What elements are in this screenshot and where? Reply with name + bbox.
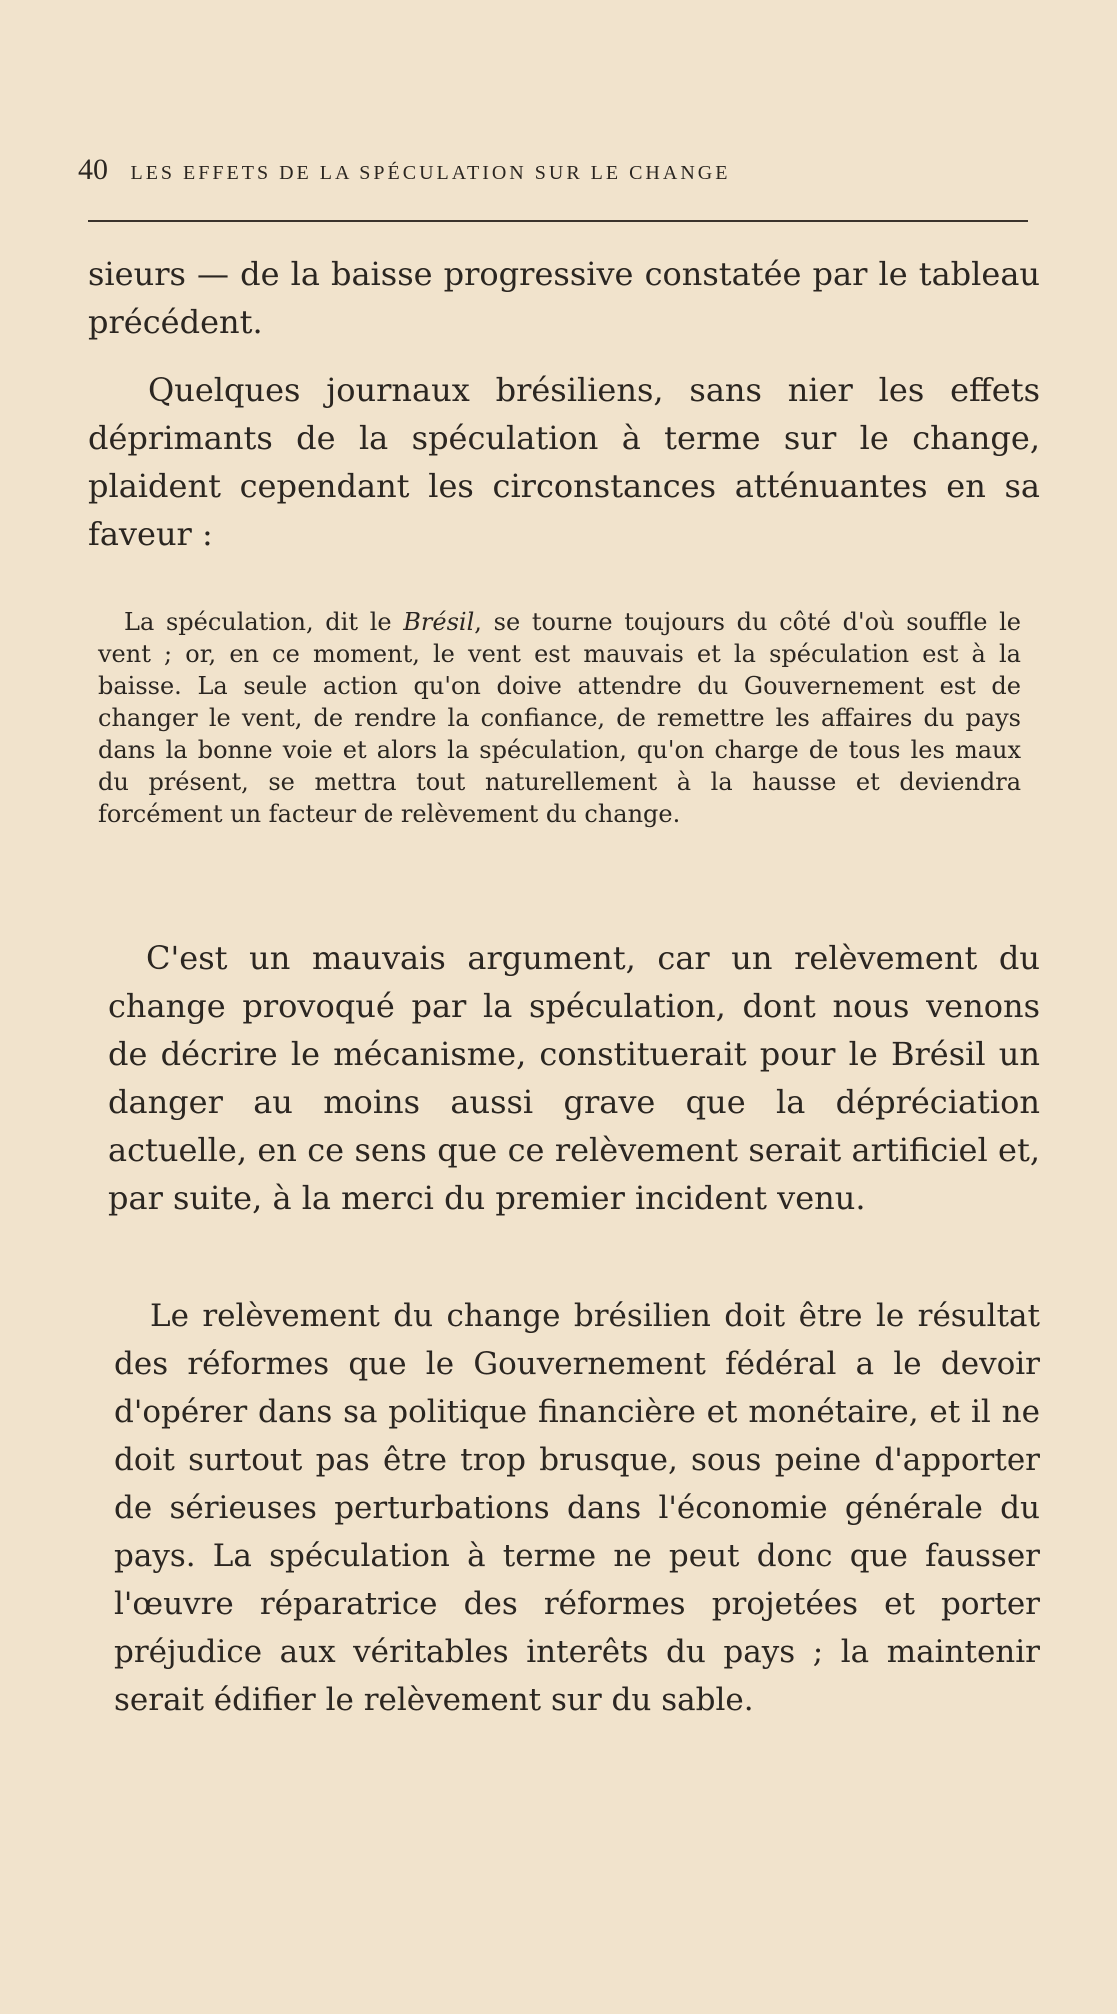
quote-source: Brésil — [403, 608, 475, 636]
paragraph-continuation — [88, 250, 1040, 346]
paragraph-text: Le relèvement du change brésilien doit être le résultat des réformes que le Gouvernement fédéral a le devoir d'opérer dans sa politique financière et monétaire, et il ne doit surtout pas être trop brusque, sous peine d'apporter de sérieuses perturbations dans l'économie générale du pays. La spéculation à terme ne peut donc que fausser l'œuvre réparatrice des réformes projetées et porter préjudice aux véritables interêts du pays ; la maintenir serait édifier le relèvement sur du sable. — [114, 1298, 1040, 1718]
paragraph-text: Quelques journaux brésiliens, sans nier les effets déprimants de la spéculation à terme sur le change, plaident cependant les circonstances atténuantes en sa faveur : — [88, 371, 1040, 553]
quote-text-before: La spéculation, dit le — [124, 608, 404, 636]
paragraph-relevement — [114, 1292, 1040, 1724]
quote-text-after: , se tourne toujours du côté d'où souffle le vent ; or, en ce moment, le vent est mauvais et la spéculation est à la baisse. La seule action qu'on doive attendre du Gouvernement est de changer le vent, de rendre la confiance, de remettre les affaires du pays dans la bonne voie et alors la spéculation, qu'on charge de tous les maux du présent, se mettra tout naturellement à la hausse et deviendra forcément un facteur de relèvement du change. — [98, 608, 1021, 828]
paragraph-text: C'est un mauvais argument, car un relèvement du change provoqué par la spéculation, dont nous venons de décrire le mécanisme, constituerait pour le Brésil un danger au moins aussi grave que la dépréciation actuelle, en ce sens que ce relèvement serait artificiel et, par suite, à la merci du premier incident venu. — [108, 939, 1040, 1217]
block-quote — [98, 606, 1021, 830]
paragraph-journaux — [88, 366, 1040, 558]
paragraph-argument — [108, 934, 1040, 1222]
running-head — [78, 153, 1038, 193]
running-head-title: LES EFFETS DE LA SPÉCULATION SUR LE CHANGE — [130, 162, 731, 184]
header-rule — [88, 220, 1028, 222]
paragraph-text: sieurs — de la baisse progressive constatée par le tableau précédent. — [88, 255, 1040, 341]
page-number: 40 — [78, 153, 108, 186]
